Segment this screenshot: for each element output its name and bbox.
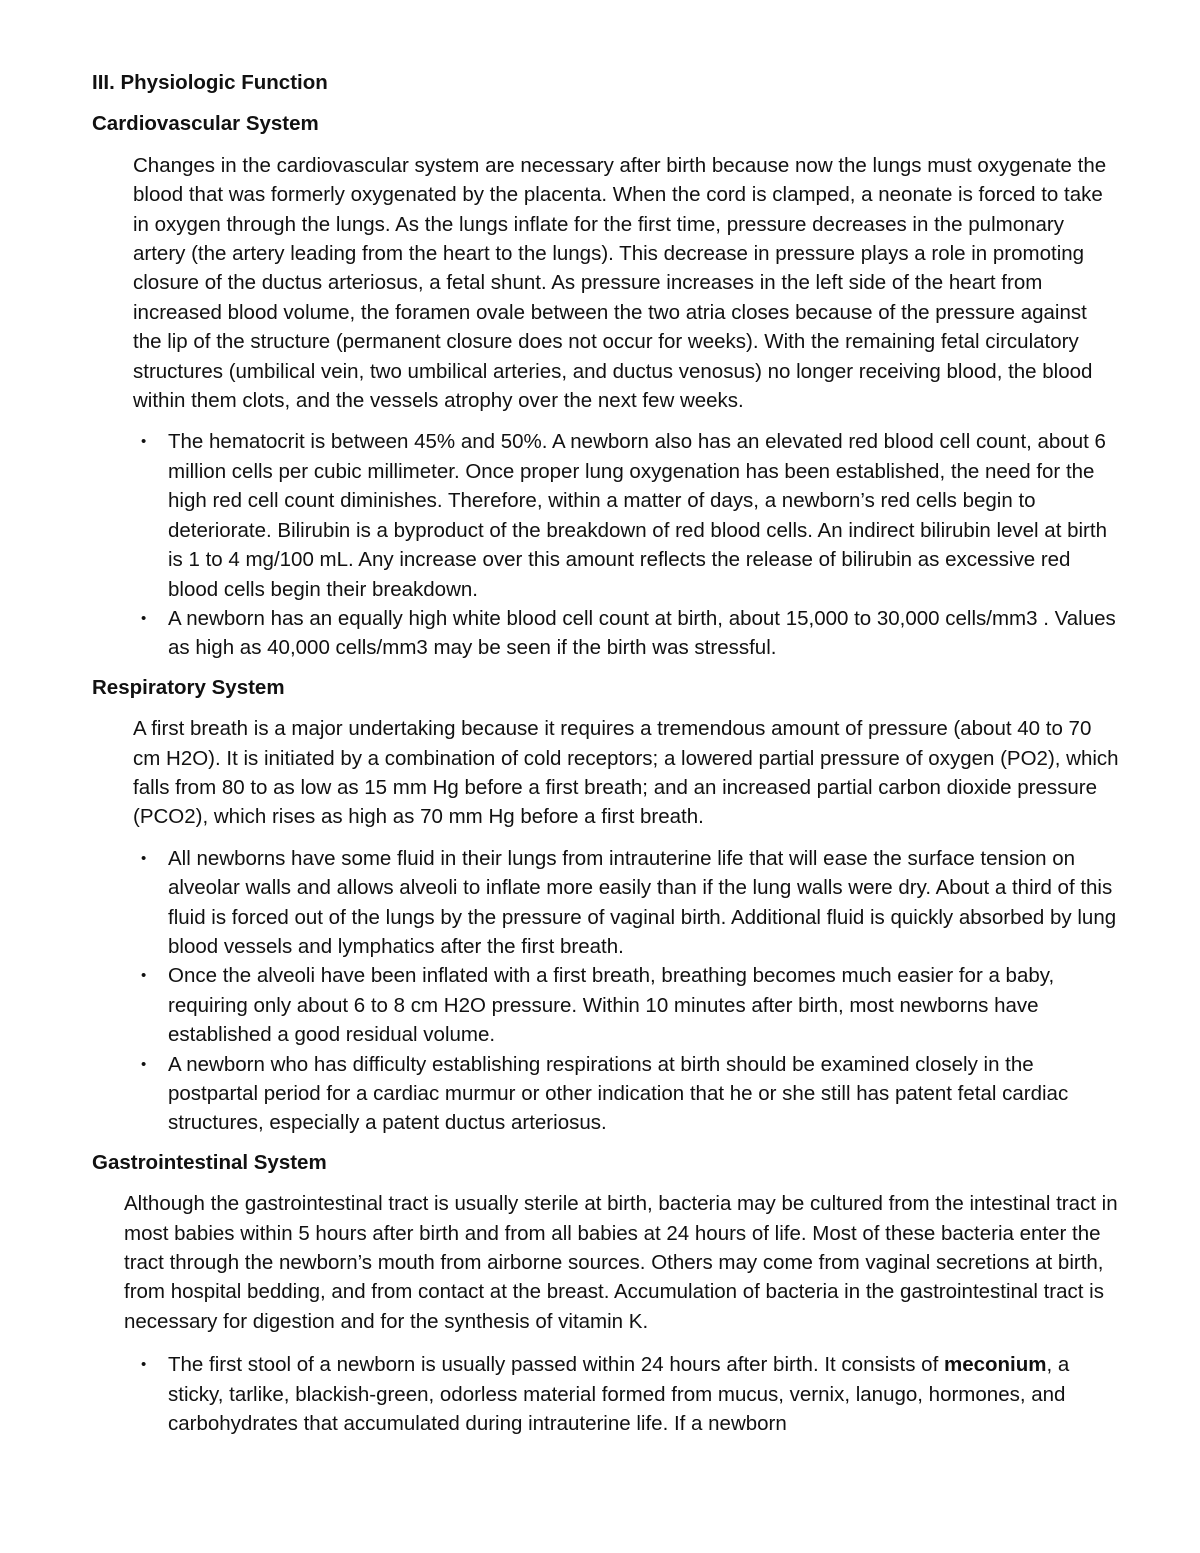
list-item — [141, 604, 1120, 663]
section-title: III. Physiologic Function — [92, 71, 328, 94]
respiratory-section — [92, 673, 1120, 1138]
list-item — [141, 961, 1120, 1049]
bullet-text: Once the alveoli have been inflated with a first breath, breathing becomes much easier for a baby, requiring only about 6 to 8 cm H2O pressure. Within 10 minutes after birth, most newborns have established a good residual volume. — [168, 964, 1055, 1047]
bullet-text: A newborn who has difficulty establishing respirations at birth should be examined closely in the postpartal period for a cardiac murmur or other indication that he or she still has patent fetal cardiac structures, especially a patent ductus arteriosus. — [168, 1052, 1069, 1135]
bullet-marker: • — [141, 1055, 147, 1073]
meconium-term: meconium — [943, 1353, 1047, 1377]
respiratory-heading: Respiratory System — [92, 675, 285, 699]
list-item — [141, 1350, 1120, 1438]
cardiovascular-paragraph: Changes in the cardiovascular system are necessary after birth because now the lungs must oxygenate the blood that was formerly oxygenated by the placenta. When the cord is clamped, a neonate is forced to take in oxygen through the lungs. As the lungs inflate for the first time, pressure decreases in the pulmonary artery (the artery leading from the heart to the lungs). This decrease in pressure plays a role in promoting closure of the ductus arteriosus, a fetal shunt. As pressure increases in the left side of the heart from increased blood volume, the foramen ovale between the two atria closes because of the pressure against the lip of the structure (permanent closure does not occur for weeks). With the remaining fetal circulatory structures (umbilical vein, two umbilical arteries, and ductus venosus) no longer receiving blood, the blood within them clots, and the vessels atrophy over the next few weeks. — [133, 153, 1107, 413]
bullet-marker: • — [141, 967, 147, 985]
bullet-marker: • — [141, 1356, 147, 1374]
bullet-marker: • — [141, 609, 147, 627]
cardiovascular-heading: Cardiovascular System — [92, 112, 319, 136]
respiratory-bullet-list — [141, 844, 1120, 1138]
gastrointestinal-section — [92, 1148, 1120, 1439]
bullet-text-end: , a sticky, tarlike, blackish-green, odorless material formed from mucus, vernix, lanugo, hormones, and carbohydrates that accumulated during intrauterine life. If a newborn — [168, 1353, 1070, 1436]
bullet-marker: • — [141, 433, 147, 451]
bullet-text: The hematocrit is between 45% and 50%. A newborn also has an elevated red blood cell count, about 6 million cells per cubic millimeter. Once proper lung oxygenation has been established, the need for the high red cell count diminishes. Therefore, within a matter of days, a newborn’s red cells begin to deteriorate. Bilirubin is a byproduct of the breakdown of red blood cells. An indirect bilirubin level at birth is 1 to 4 mg/100 mL. Any increase over this amount reflects the release of bilirubin as excessive red blood cells begin their breakdown. — [168, 430, 1107, 601]
respiratory-paragraph: A first breath is a major undertaking because it requires a tremendous amount of pressure (about 40 to 70 cm H2O). It is initiated by a combination of cold receptors; a lowered partial pressure of oxygen (PO2), which falls from 80 to as low as 15 mm Hg before a first breath; and an increased partial carbon dioxide pressure (PCO2), which rises as high as 70 mm Hg before a first breath. — [133, 717, 1119, 829]
gastrointestinal-heading: Gastrointestinal System — [92, 1150, 327, 1174]
gastrointestinal-paragraph: Although the gastrointestinal tract is usually sterile at birth, bacteria may be cultured from the intestinal tract in most babies within 5 hours after birth and from all babies at 24 hours of life. Most of these bacteria enter the tract through the newborn’s mouth from airborne sources. Others may come from vaginal secretions at birth, from hospital bedding, and from contact at the breast. Accumulation of bacteria in the gastrointestinal tract is necessary for digestion and for the synthesis of vitamin K. — [124, 1192, 1118, 1333]
bullet-text-start: The first stool of a newborn is usually passed within 24 hours after birth. It consists of — [168, 1353, 939, 1377]
bullet-text: A newborn has an equally high white blood cell count at birth, about 15,000 to 30,000 cells/mm3 . Values as high as 40,000 cells/mm3 may be seen if the birth was stressful. — [168, 606, 1116, 660]
list-item — [141, 427, 1120, 603]
bullet-text: All newborns have some fluid in their lungs from intrauterine life that will ease the surface tension on alveolar walls and allows alveoli to inflate more easily than if the lung walls were dry. About a third of this fluid is forced out of the lungs by the pressure of vaginal birth. Additional fluid is quickly absorbed by lung blood vessels and lymphatics after the first breath. — [168, 846, 1117, 958]
list-item — [141, 1050, 1120, 1138]
gastrointestinal-bullet-list — [141, 1350, 1120, 1438]
list-item — [141, 844, 1120, 962]
cardiovascular-section — [92, 109, 1120, 662]
cardiovascular-bullet-list — [141, 427, 1120, 662]
bullet-marker: • — [141, 849, 147, 867]
